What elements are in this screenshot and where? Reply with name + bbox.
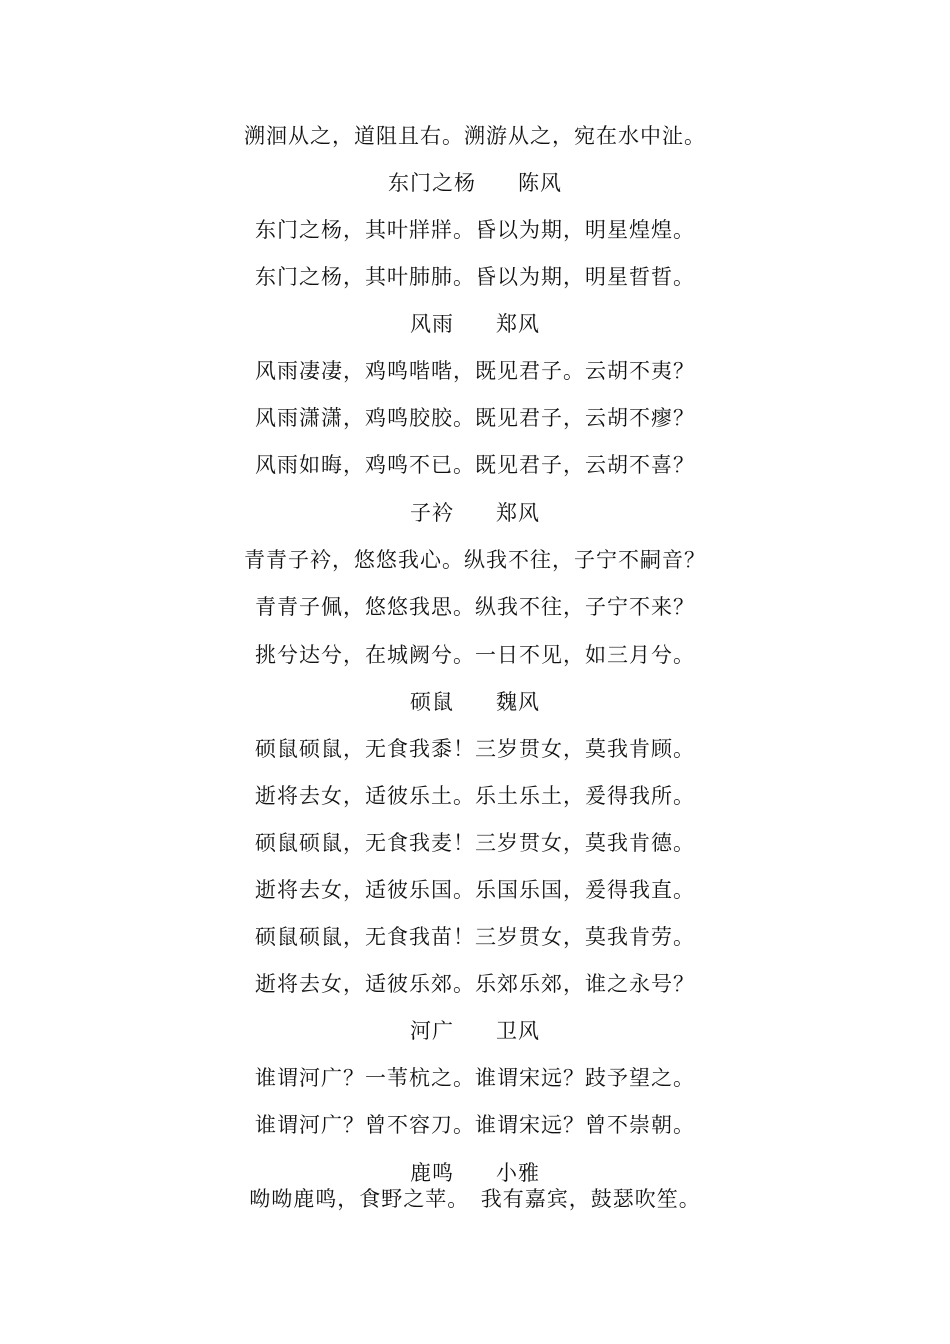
poem-heading <box>0 498 950 528</box>
verse-line: 硕鼠硕鼠，无食我麦！三岁贯女，莫我肯德。 <box>255 831 695 855</box>
poem-source: 郑风 <box>496 312 540 336</box>
poem-title: 鹿鸣 <box>410 1161 454 1185</box>
poem-title: 子衿 <box>410 501 454 525</box>
verse-line: 逝将去女，适彼乐土。乐土乐土，爰得我所。 <box>255 784 695 808</box>
poem-heading <box>0 309 950 339</box>
poem-title: 东门之杨 <box>388 171 476 195</box>
verse-line: 硕鼠硕鼠，无食我苗！三岁贯女，莫我肯劳。 <box>255 925 695 949</box>
verse-line: 青青子衿，悠悠我心。纵我不往，子宁不嗣音？ <box>244 548 706 572</box>
verse-line: 东门之杨，其叶牂牂。昏以为期，明星煌煌。 <box>255 218 695 242</box>
verse-line: 东门之杨，其叶肺肺。昏以为期，明星晢晢。 <box>255 265 695 289</box>
verse-line: 风雨潇潇，鸡鸣胶胶。既见君子，云胡不瘳？ <box>255 406 695 430</box>
verse-line: 风雨如晦，鸡鸣不已。既见君子，云胡不喜？ <box>255 453 695 477</box>
poem-title: 河广 <box>410 1019 454 1043</box>
verse-line: 青青子佩，悠悠我思。纵我不往，子宁不来？ <box>255 595 695 619</box>
poem-heading <box>0 1016 950 1046</box>
poem-source: 魏风 <box>496 690 540 714</box>
verse-line: 逝将去女，适彼乐郊。乐郊乐郊，谁之永号？ <box>255 972 695 996</box>
verse-line: 呦呦鹿鸣，食野之苹。 我有嘉宾，鼓瑟吹笙。 <box>249 1187 701 1211</box>
poem-source: 陈风 <box>518 171 562 195</box>
verse-line: 谁谓河广？一苇杭之。谁谓宋远？跂予望之。 <box>255 1066 695 1090</box>
poem-source: 小雅 <box>496 1161 540 1185</box>
verse-line: 溯洄从之，道阻且右。溯游从之，宛在水中沚。 <box>244 124 706 148</box>
poem-title: 硕鼠 <box>410 690 454 714</box>
poem-source: 卫风 <box>496 1019 540 1043</box>
verse-line: 谁谓河广？曾不容刀。谁谓宋远？曾不崇朝。 <box>255 1113 695 1137</box>
poem-heading <box>0 168 950 198</box>
verse-line: 逝将去女，适彼乐国。乐国乐国，爰得我直。 <box>255 878 695 902</box>
poem-heading <box>0 687 950 717</box>
verse-line: 硕鼠硕鼠，无食我黍！三岁贯女，莫我肯顾。 <box>255 737 695 761</box>
verse-line: 风雨凄凄，鸡鸣喈喈，既见君子。云胡不夷？ <box>255 359 695 383</box>
verse-line: 挑兮达兮，在城阙兮。一日不见，如三月兮。 <box>255 643 695 667</box>
poem-source: 郑风 <box>496 501 540 525</box>
poem-title: 风雨 <box>410 312 454 336</box>
